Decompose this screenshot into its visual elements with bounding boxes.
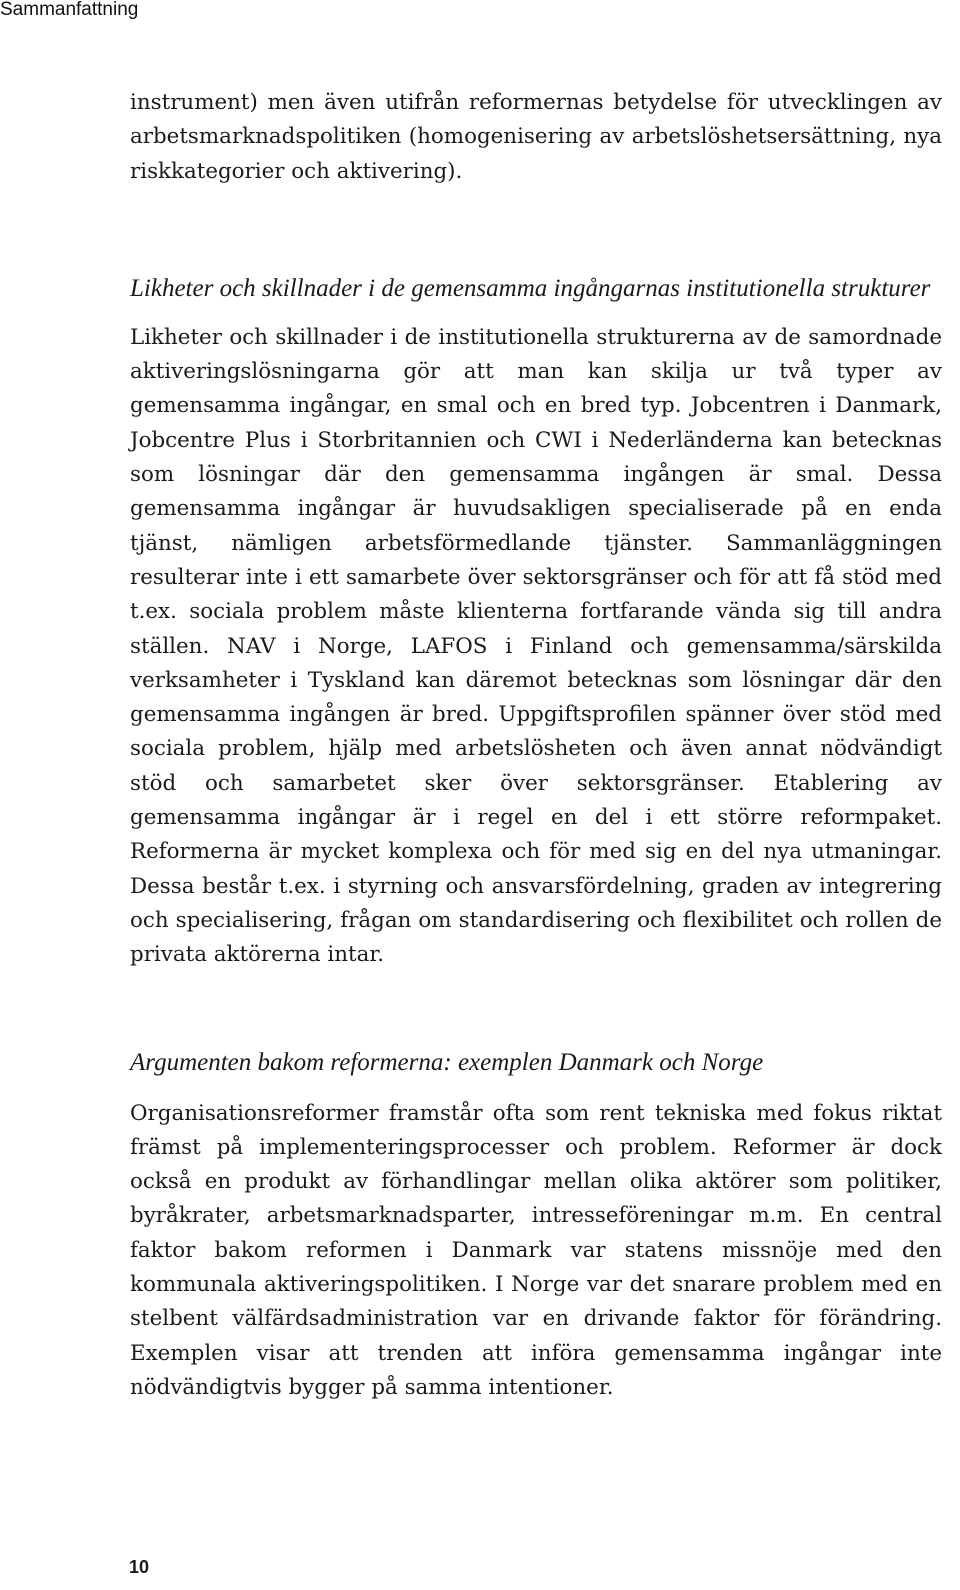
body-paragraph: Likheter och skillnader i de institutionella strukturerna av de samordnade aktiveringslösningarna gör att man kan skilja ur två typer av gemensamma ingångar, en smal och en bred typ. Jobcentren i Danmark, Jobcentre Plus i Storbritannien och CWI i Nederländerna kan betecknas som lösningar där den gemensamma ingången är smal. Dessa gemensamma ingångar är huvudsakligen specialiserade på en enda tjänst, nämligen arbetsförmedlande tjänster. Sammanläggningen resulterar inte i ett samarbete över sektorsgränser och för att få stöd med t.ex. sociala problem måste klienterna fortfarande vända sig till andra ställen. NAV i Norge, LAFOS i Finland och gemensamma/särskilda verksamheter i Tyskland kan däremot betecknas som lösningar där den gemensamma ingången är bred. Uppgiftsprofilen spänner över stöd med sociala problem, hjälp med arbetslösheten och även annat nödvändigt stöd och samarbetet sker över sektorsgränser. Etablering av gemensamma ingångar är i regel en del i ett större reformpaket. Reformerna är mycket komplexa och för med sig en del nya utmaningar. Dessa består t.ex. i styrning och ansvarsfördelning, graden av integrering och specialisering, frågan om standardisering och flexibilitet och rollen de privata aktörerna intar.: [130, 324, 942, 968]
body-paragraph: instrument) men även utifrån reformernas betydelse för utvecklingen av arbetsmarknadspolitiken (homogenisering av arbetslöshetsersättning, nya riskkategorier och aktivering).: [130, 90, 942, 184]
running-header: Sammanfattning: [0, 0, 139, 20]
page-body: [130, 86, 942, 1405]
section-heading: Likheter och skillnader i de gemensamma ingångarnas institutionella strukturer: [130, 274, 931, 302]
page-number: 10: [129, 1557, 150, 1577]
body-paragraph: Organisationsreformer framstår ofta som rent tekniska med fokus riktat främst på implementeringsprocesser och problem. Reformer är dock också en produkt av förhandlingar mellan olika aktörer som politiker, byråkrater, arbetsmarknadsparter, intresseföreningar m.m. En central faktor bakom reformen i Danmark var statens missnöje med den kommunala aktiveringspolitiken. I Norge var det snarare problem med en stelbent välfärdsadministration var en drivande faktor för förändring. Exemplen visar att trenden att införa gemensamma ingångar inte nödvändigtvis bygger på samma intentioner.: [130, 1100, 942, 1400]
section-heading: Argumenten bakom reformerna: exemplen Danmark och Norge: [130, 1048, 764, 1076]
